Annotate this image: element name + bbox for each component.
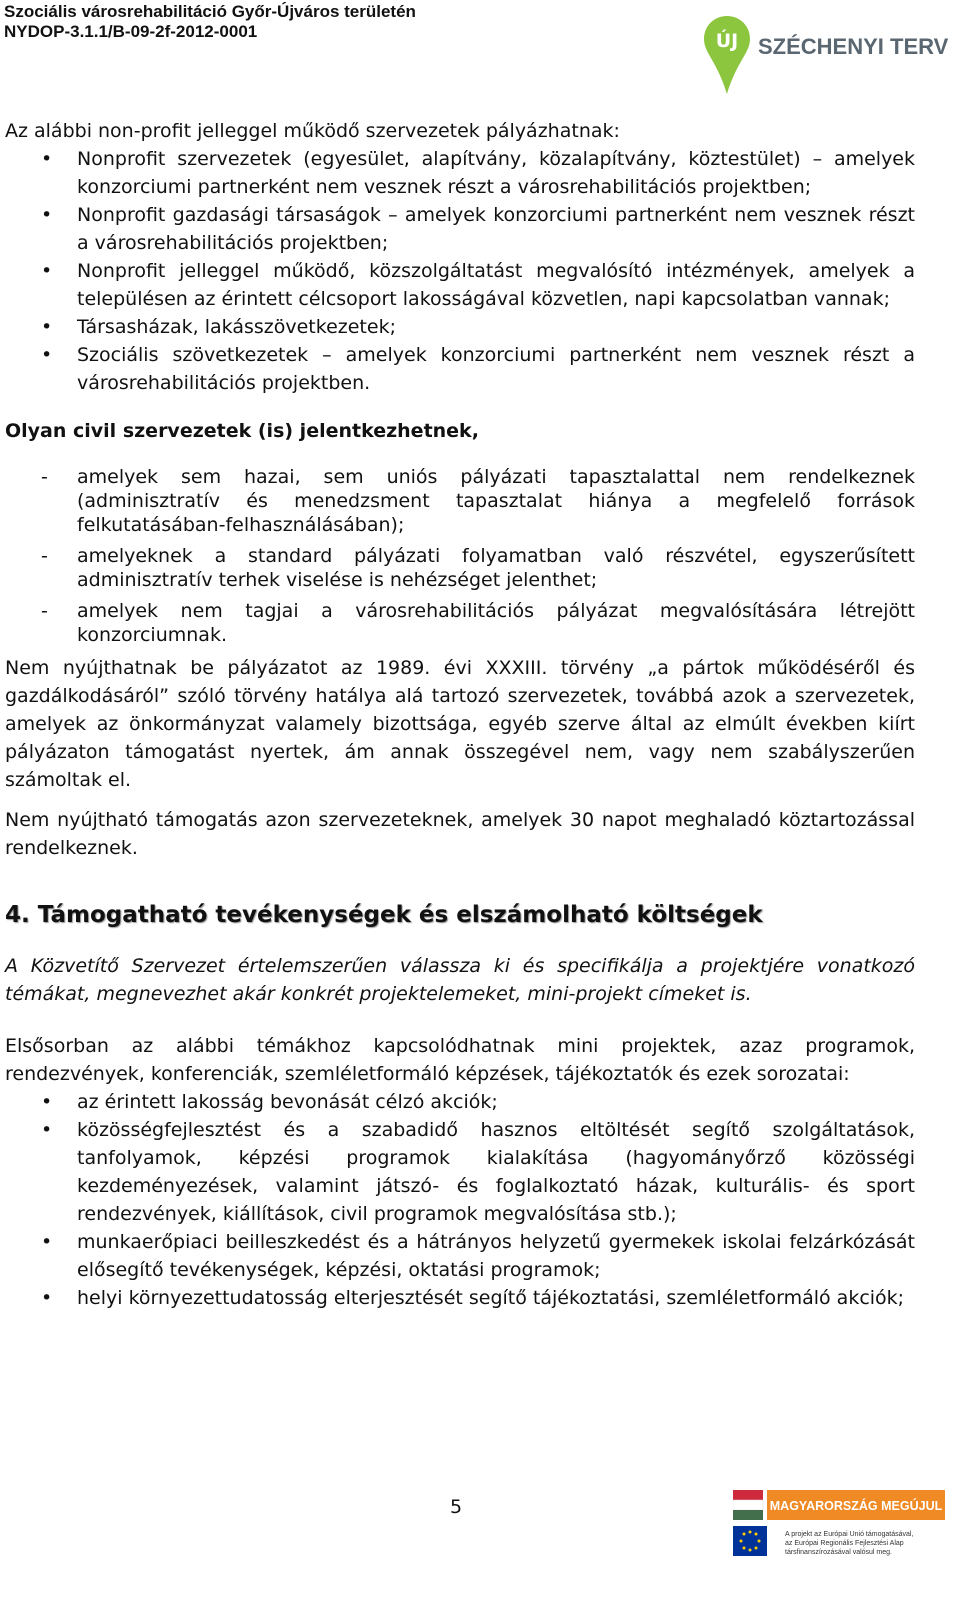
civil-heading: Olyan civil szervezetek (is) jelentkezhetnek,	[5, 420, 479, 442]
document-body	[5, 117, 915, 1312]
document-header	[4, 2, 416, 42]
svg-text:SZÉCHENYI TERV: SZÉCHENYI TERV	[758, 34, 949, 59]
svg-text:ÚJ: ÚJ	[715, 30, 739, 52]
section-heading: 4. Támogatható tevékenységek és elszámolható költségek	[5, 902, 763, 928]
list-item: • Nonprofit jelleggel működő, közszolgáltatást megvalósító intézmények, amelyek a településen az érintett célcsoport lakosságával közvetlen, napi kapcsolatban vannak;	[41, 260, 915, 310]
svg-text:társfinanszírozásával valósul: társfinanszírozásával valósul meg.	[785, 1549, 892, 1556]
list-item: - amelyeknek a standard pályázati folyamatban való részvétel, egyszerűsített adminisztratív terhek viselése is nehézséget jelenthet;	[41, 545, 915, 591]
list-item: • az érintett lakosság bevonását célzó akciók;	[41, 1091, 498, 1113]
topics-intro: Elsősorban az alábbi témákhoz kapcsolódhatnak mini projektek, azaz programok, rendezvények, konferenciák, szemléletformáló képzések, tájékoztatók és ezek sorozatai:	[5, 1035, 915, 1085]
svg-text:az Európai Regionális Fejleszt: az Európai Regionális Fejlesztési Alap	[785, 1540, 904, 1547]
exclusion-debt-paragraph: Nem nyújtható támogatás azon szervezeteknek, amelyek 30 napot meghaladó köztartozással rendelkeznek.	[5, 809, 915, 859]
topics-list	[5, 1088, 915, 1312]
eu-flag-icon	[733, 1526, 767, 1556]
page-number: 5	[450, 1496, 463, 1518]
eligible-list	[5, 145, 915, 397]
list-item: - amelyek nem tagjai a városrehabilitációs pályázat megvalósítására létrejött konzorciumnak.	[41, 600, 915, 646]
list-item: - amelyek sem hazai, sem uniós pályázati tapasztalattal nem rendelkeznek (adminisztratív és menedzsment tapasztalat hiánya a megfelelő források felkutatásában-felhasználásában);	[41, 466, 915, 536]
svg-text:MAGYARORSZÁG MEGÚJUL: MAGYARORSZÁG MEGÚJUL	[769, 1499, 943, 1513]
list-item: • Szociális szövetkezetek – amelyek konzorciumi partnerként nem vesznek részt a városrehabilitációs projektben.	[41, 344, 915, 394]
list-item: • közösségfejlesztést és a szabadidő hasznos eltöltését segítő szolgáltatások, tanfolyamok, képzési programok kialakítása (hagyományőrző közösségi kezdeményezések, valamint játszó- és foglalkoztató házak, kulturális- és sport rendezvények, kiállítások, civil programok megvalósítása stb.);	[41, 1119, 915, 1225]
exclusion-paragraph: Nem nyújthatnak be pályázatot az 1989. évi XXXIII. törvény „a pártok működéséről és gazdálkodásáról” szóló törvény hatálya alá tartozó szervezetek, továbbá azok a szervezetek, amelyek az önkormányzat valamely bizottsága, egyéb szerve által az elmúlt években kiírt pályázaton támogatást nyertek, ám annak összegével nem, vagy nem szabályszerűen számoltak el.	[5, 657, 915, 791]
project-code: NYDOP-3.1.1/B-09-2f-2012-0001	[4, 22, 258, 41]
civil-list	[5, 465, 915, 647]
list-item: • munkaerőpiaci beilleszkedést és a hátrányos helyzetű gyermekek iskolai felzárkózását elősegítő tevékenységek, képzési, oktatási programok;	[41, 1231, 915, 1281]
list-item: • Nonprofit gazdasági társaságok – amelyek konzorciumi partnerként nem vesznek részt a városrehabilitációs projektben;	[41, 204, 915, 254]
svg-text:A projekt az Európai Unió támo: A projekt az Európai Unió támogatásával,	[785, 1531, 914, 1538]
uj-szechenyi-terv-logo	[703, 16, 953, 96]
project-title: Szociális városrehabilitáció Győr-Újváros területén	[4, 2, 416, 21]
list-item: • Társasházak, lakásszövetkezetek;	[41, 316, 396, 338]
list-item: • helyi környezettudatosság elterjesztését segítő tájékoztatási, szemléletformáló akciók;	[41, 1287, 905, 1309]
hungarian-flag-icon	[733, 1490, 763, 1520]
magyarorszag-megujul-banner	[733, 1490, 945, 1560]
italic-note: A Közvetítő Szervezet értelemszerűen válassza ki és specifikálja a projektjére vonatkozó témákat, megnevezhet akár konkrét projektelemeket, mini-projekt címeket is.	[5, 955, 915, 1005]
eligible-intro: Az alábbi non-profit jelleggel működő szervezetek pályázhatnak:	[5, 120, 620, 142]
list-item: • Nonprofit szervezetek (egyesület, alapítvány, közalapítvány, köztestület) – amelyek konzorciumi partnerként nem vesznek részt a városrehabilitációs projektben;	[41, 148, 915, 198]
